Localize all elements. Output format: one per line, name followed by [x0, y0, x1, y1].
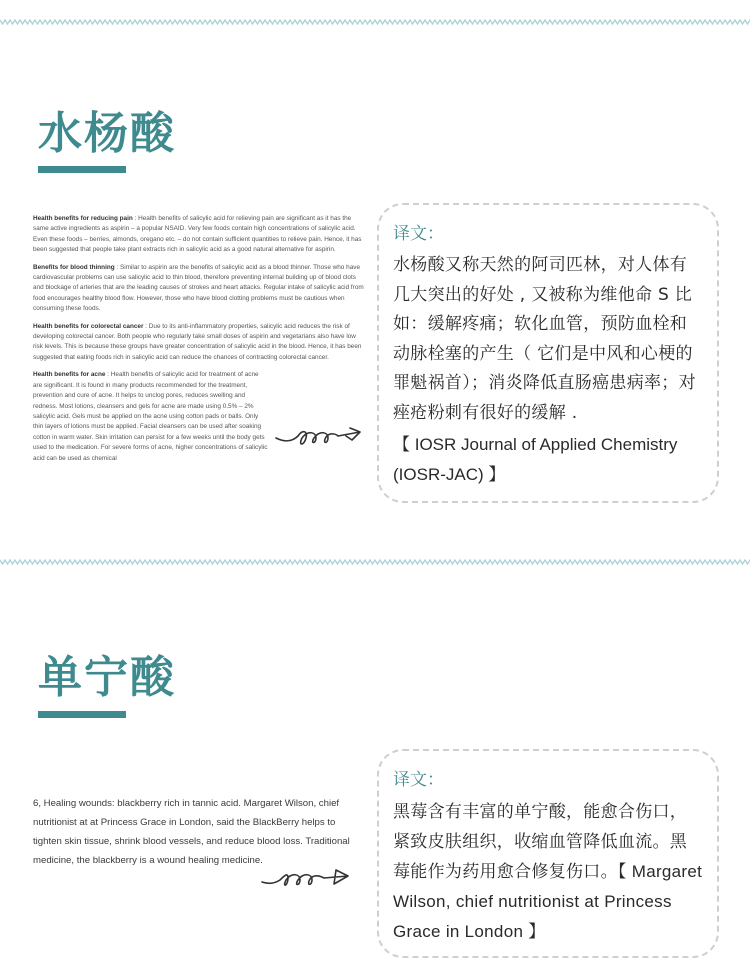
excerpt-paragraph: Health benefits for reducing pain : Health benefits of salicylic acid for relieving pain are significant as it has the same active ingredients as aspirin – a popular NSAID. Very few foods contain high concentrations of salicylic acid. Even these foods – berries, almonds, oregano etc. – do not contain sufficient quantities to relieve pain. Hence, it has been suggested that people take plant extracts rich in salicylic acid as a good natural alternative for aspirin. — [33, 215, 362, 254]
section-title: 水杨酸 — [38, 108, 176, 159]
translation-text-cn: 黑莓含有丰富的单宁酸，能愈合伤口，紧致皮肤组织，收缩血管降低血流。黑莓能作为药用愈合修复伤口。 — [393, 802, 688, 882]
title-underline — [38, 166, 126, 173]
excerpt-paragraph: Health benefits for colorectal cancer : Due to its anti-inflammatory properties, salicylic acid reduces the risk of developing colorectal cancer. Both people who regularly take small doses of aspirin and vegetarians also have low risk levels. This is because these groups have greater concentration of salicylic acid in the blood. Hence, it has been suggested that eating foods rich in salicylic acid can reduce the chances of contracting colorectal cancer. — [33, 322, 362, 361]
translation-box — [377, 203, 719, 503]
excerpt-paragraph: Health benefits for acne : Health benefits of salicylic acid for treatment of acne are significant. It is found in many products recommended for the treatment, prevention and cure of acne. It helps to unclog pores, reduces swelling and redness. Most lotions, cleansers and gels for acne are made using 0.5% – 2% salicylic acid. Gels must be applied on the acne using cotton pads or balls. Only thin layers of lotions must be applied. Facial cleansers can be used after soaking cotton in warm water. Skin irritation can persist for a few weeks until the body gets used to the medication. For severe forms of acne, higher concentrations of salicylic acid can be used as chemical — [33, 371, 268, 462]
section-title: 单宁酸 — [38, 652, 176, 703]
translation-source: 【 Margaret Wilson, chief nutritionist at Princess Grace in London 】 — [393, 862, 703, 941]
translation-source: 【 IOSR Journal of Applied Chemistry (IOSR-JAC) 】 — [393, 435, 678, 484]
english-excerpt: 6, Healing wounds: blackberry rich in tannic acid. Margaret Wilson, chief nutritionist at at Princess Grace in London, said the BlackBerry helps to tighten skin tissue, shrink blood vessels, and reduce blood loss. Traditional medicine, the blackberry is a wound healing medicine. — [33, 798, 350, 866]
signature-doodle — [258, 866, 354, 892]
signature-doodle — [274, 424, 366, 450]
translation-box — [377, 749, 719, 958]
translation-text — [393, 797, 703, 947]
title-underline — [38, 711, 126, 718]
translation-label: 译文： — [393, 770, 444, 790]
translation-text: 水杨酸又称天然的阿司匹林，对人体有几大突出的好处 , 又被称为维他命 S 比如：缓解疼痛；软化血管，预防血栓和动脉栓塞的产生（ 它们是中风和心梗的罪魁祸首）；消炎降低直肠癌患病率；对痤疮粉刺有很好的缓解 . — [393, 255, 696, 423]
zigzag-divider-top — [0, 17, 750, 27]
excerpt-paragraph: Benefits for blood thinning : Similar to aspirin are the benefits of salicylic acid as a blood thinner. Those who have cardiovascular problems can use salicylic acid to thin blood, therefore preventing internal building up of blood clots and blockage of arteries that are the leading causes of strokes and heart attacks. Regular intake of salicylic acid from food encourages healthy blood flow. However, those who have blood clotting problems must be cautious when consuming these foods. — [33, 263, 364, 313]
translation-label: 译文： — [393, 224, 444, 244]
zigzag-divider-middle — [0, 557, 750, 567]
